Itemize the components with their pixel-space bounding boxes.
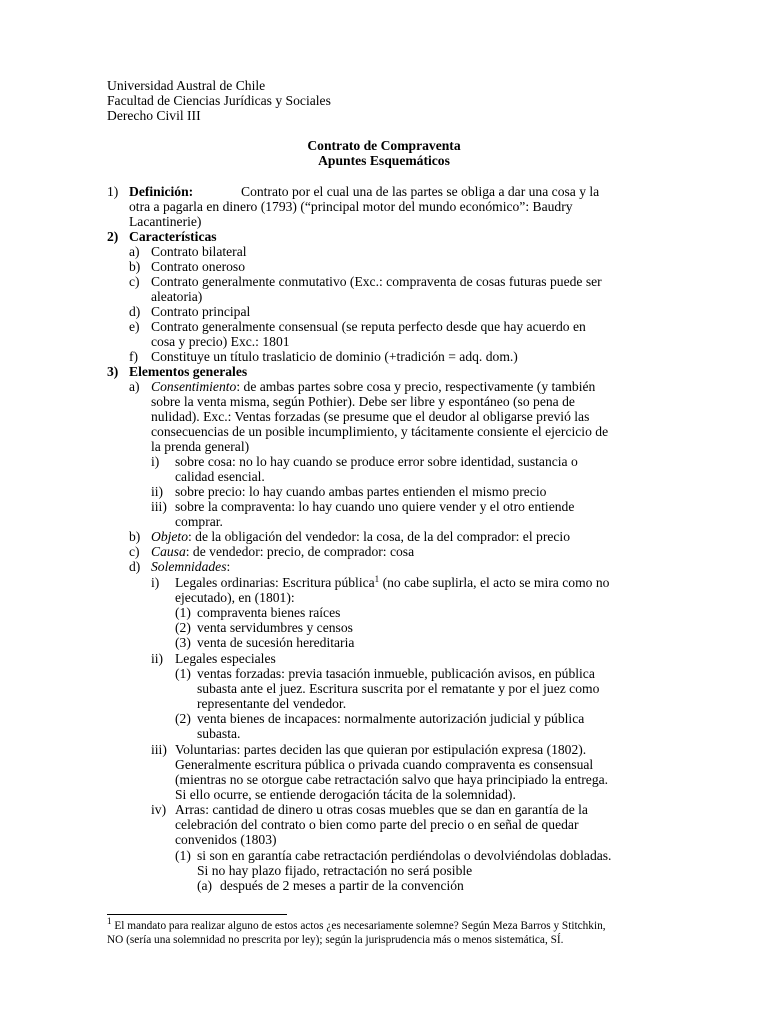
footnote-mark: 1 [107, 916, 112, 926]
sub-item: Legales especiales [175, 651, 276, 666]
sub-item-cont: comprar. [175, 514, 223, 529]
sub-item-cont: ejecutado), en (1801): [175, 590, 295, 605]
sub-item-cont: Generalmente escritura pública o privada cuando compraventa es consensual [175, 757, 594, 772]
solemnidades-item [151, 559, 230, 574]
objeto-item [151, 529, 570, 544]
list-item: Contrato bilateral [151, 244, 247, 259]
item-text: (no cabe suplirla, el acto se mira como no [379, 575, 610, 590]
list-item: después de 2 meses a partir de la convención [220, 878, 464, 893]
item-text: consecuencias de un posible incumplimiento, y tácitamente consiente el ejercicio de [151, 424, 609, 439]
footnote-text: El mandato para realizar alguno de estos actos ¿es necesariamente solemne? Según Meza Barros y Stitchkin, [111, 920, 606, 932]
footnote-ref[interactable]: 1 [374, 574, 380, 584]
list-item: venta de sucesión hereditaria [197, 635, 355, 650]
list-item: venta bienes de incapaces: normalmente autorización judicial y pública [197, 711, 585, 726]
item-text: Legales ordinarias: Escritura pública [175, 575, 375, 590]
document-subtitle: Apuntes Esquemáticos [318, 153, 450, 168]
item-marker: (1) [175, 848, 191, 863]
definition-text: otra a pagarla en dinero (1793) (“principal motor del mundo económico”: Baudry [129, 199, 573, 214]
causa-item [151, 544, 414, 559]
sub-item: Arras: cantidad de dinero u otras cosas muebles que se dan en garantía de la [175, 802, 588, 817]
section-number: 3) [107, 364, 119, 379]
term-objeto: Objeto [151, 529, 188, 544]
section-heading: Definición: [129, 184, 194, 199]
definition-text: Lacantinerie) [129, 214, 202, 229]
sub-item-cont: (mientras no se otorgue cabe retractación salvo que haya principiado la entrega. [175, 772, 609, 787]
item-marker: (a) [197, 878, 213, 893]
definition-text: Contrato por el cual una de las partes se obliga a dar una cosa y la [241, 184, 600, 199]
item-text: la prenda general) [151, 439, 250, 454]
term-causa: Causa [151, 544, 186, 559]
faculty-name: Facultad de Ciencias Jurídicas y Sociales [107, 93, 331, 108]
section-heading: Características [129, 229, 217, 244]
item-marker: e) [129, 319, 140, 334]
item-marker: d) [129, 559, 141, 574]
item-text: nulidad). Exc.: Ventas forzadas (se presume que el deudor al obligarse previó las [151, 409, 590, 424]
list-item: Constituye un título traslaticio de dominio (+tradición = adq. dom.) [151, 349, 518, 364]
item-marker: (2) [175, 711, 191, 726]
sub-item-cont: calidad esencial. [175, 469, 265, 484]
item-marker: iii) [151, 742, 167, 757]
sub-item-cont: convenidos (1803) [175, 832, 277, 847]
section-number: 1) [107, 184, 119, 199]
item-marker: b) [129, 259, 141, 274]
list-item-cont: representante del vendedor. [197, 696, 347, 711]
footnote-divider [107, 914, 287, 915]
list-item-cont: Si no hay plazo fijado, retractación no será posible [197, 863, 473, 878]
item-marker: f) [129, 349, 139, 364]
item-text: : [226, 559, 231, 574]
list-item-cont: subasta ante el juez. Escritura suscrita por el rematante y por el juez como [197, 681, 600, 696]
item-marker: d) [129, 304, 141, 319]
term-solemnidades: Solemnidades [151, 559, 227, 574]
item-marker: ii) [151, 484, 164, 499]
item-marker: b) [129, 529, 141, 544]
item-marker: i) [151, 575, 160, 590]
sub-item: sobre la compraventa: lo hay cuando uno quiere vender y el otro entiende [175, 499, 575, 514]
item-marker: (3) [175, 635, 191, 650]
sub-item-cont: Si ello ocurre, se entiende derogación tácita de la solemnidad). [175, 787, 516, 802]
list-item-cont: subasta. [197, 726, 241, 741]
sub-item: Voluntarias: partes deciden las que quieran por estipulación expresa (1802). [175, 742, 587, 757]
item-marker: iii) [151, 499, 167, 514]
term-consentimiento: Consentimiento [151, 379, 237, 394]
item-marker: (1) [175, 666, 191, 681]
consentimiento-item [151, 379, 595, 394]
item-marker: (1) [175, 605, 191, 620]
item-marker: a) [129, 244, 140, 259]
sub-item-cont: celebración del contrato o bien como parte del precio o en señal de quedar [175, 817, 579, 832]
section-number: 2) [107, 229, 119, 244]
item-marker: i) [151, 454, 160, 469]
item-text: : de ambas partes sobre cosa y precio, respectivamente (y también [236, 379, 596, 394]
section-heading: Elementos generales [129, 364, 248, 379]
list-item: ventas forzadas: previa tasación inmueble, publicación avisos, en pública [197, 666, 595, 681]
item-text: : de la obligación del vendedor: la cosa, de la del comprador: el precio [188, 529, 570, 544]
list-item: compraventa bienes raíces [197, 605, 341, 620]
item-marker: iv) [151, 802, 167, 817]
item-text: : de vendedor: precio, de comprador: cosa [185, 544, 415, 559]
list-item-cont: cosa y precio) Exc.: 1801 [151, 334, 290, 349]
sub-item: sobre cosa: no lo hay cuando se produce error sobre identidad, sustancia o [175, 454, 578, 469]
item-marker: c) [129, 274, 140, 289]
document-title: Contrato de Compraventa [307, 138, 461, 153]
item-marker: c) [129, 544, 140, 559]
item-marker: ii) [151, 651, 164, 666]
list-item: Contrato generalmente consensual (se reputa perfecto desde que hay acuerdo en [151, 319, 586, 334]
course-name: Derecho Civil III [107, 108, 201, 123]
sub-item [175, 575, 609, 590]
list-item: Contrato oneroso [151, 259, 246, 274]
item-marker: (2) [175, 620, 191, 635]
list-item-cont: aleatoria) [151, 289, 203, 304]
footnote-text: NO (sería una solemnidad no prescrita por ley); según la jurisprudencia más o menos sistemática, SÍ. [107, 934, 564, 946]
item-text: sobre la venta misma, según Pothier). Debe ser libre y espontáneo (so pena de [151, 394, 575, 409]
footnote [107, 916, 606, 933]
list-item: si son en garantía cabe retractación perdiéndolas o devolviéndolas dobladas. [197, 848, 612, 863]
item-marker: a) [129, 379, 140, 394]
list-item: venta servidumbres y censos [197, 620, 353, 635]
university-name: Universidad Austral de Chile [107, 78, 266, 93]
list-item: Contrato generalmente conmutativo (Exc.: compraventa de cosas futuras puede ser [151, 274, 602, 289]
sub-item: sobre precio: lo hay cuando ambas partes entienden el mismo precio [175, 484, 547, 499]
list-item: Contrato principal [151, 304, 251, 319]
